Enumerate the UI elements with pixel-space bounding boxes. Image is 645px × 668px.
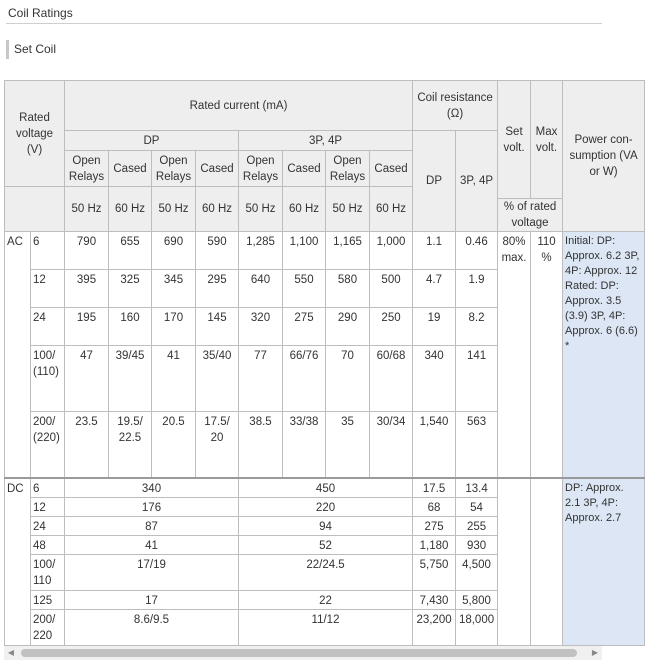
current-cell: 170 bbox=[152, 308, 196, 346]
resistance-cell: 1,540 bbox=[413, 412, 456, 478]
open-relays-header: Open Relays bbox=[152, 151, 196, 187]
current-cell: 590 bbox=[196, 232, 239, 270]
current-cell: 340 bbox=[65, 478, 239, 498]
current-cell: 39/45 bbox=[109, 346, 152, 412]
rated-voltage-header: Rated voltage (V) bbox=[5, 81, 65, 187]
current-cell: 33/38 bbox=[283, 412, 326, 478]
current-cell: 640 bbox=[239, 270, 283, 308]
cased-header: Cased bbox=[109, 151, 152, 187]
resistance-cell: 1,180 bbox=[413, 535, 456, 554]
voltage-cell: 100/ (110) bbox=[31, 346, 65, 412]
voltage-cell: 12 bbox=[31, 270, 65, 308]
resistance-cell: 17.5 bbox=[413, 478, 456, 498]
current-cell: 275 bbox=[283, 308, 326, 346]
ac-section bbox=[5, 232, 645, 478]
current-cell: 20.5 bbox=[152, 412, 196, 478]
table-row bbox=[5, 232, 645, 270]
chevron-right-icon[interactable]: ▶ bbox=[591, 648, 599, 657]
current-cell: 295 bbox=[196, 270, 239, 308]
voltage-cell: 48 bbox=[31, 535, 65, 554]
voltage-blank-header bbox=[5, 187, 65, 232]
freq-60hz-header: 60 Hz bbox=[370, 187, 413, 232]
resistance-3p4p-header: 3P, 4P bbox=[456, 131, 498, 232]
current-cell: 38.5 bbox=[239, 412, 283, 478]
ac-set-volt: 80% max. bbox=[498, 232, 531, 478]
resistance-cell: 930 bbox=[456, 535, 498, 554]
current-cell: 17 bbox=[65, 590, 239, 609]
cased-header: Cased bbox=[196, 151, 239, 187]
resistance-cell: 275 bbox=[413, 516, 456, 535]
chevron-left-icon[interactable]: ◀ bbox=[7, 648, 15, 657]
resistance-cell: 18,000 bbox=[456, 609, 498, 645]
current-cell: 60/68 bbox=[370, 346, 413, 412]
ac-power-note: Initial: DP: Approx. 6.2 3P, 4P: Approx. 12 Rated: DP: Approx. 3.5 (3.9) 3P, 4P: Approx. 6 (6.6) * bbox=[563, 232, 645, 478]
current-cell: 690 bbox=[152, 232, 196, 270]
voltage-cell: 100/ 110 bbox=[31, 554, 65, 590]
ac-type-label: AC bbox=[5, 232, 31, 478]
current-cell: 500 bbox=[370, 270, 413, 308]
current-cell: 8.6/9.5 bbox=[65, 609, 239, 645]
resistance-cell: 4.7 bbox=[413, 270, 456, 308]
current-cell: 35 bbox=[326, 412, 370, 478]
current-cell: 290 bbox=[326, 308, 370, 346]
voltage-cell: 6 bbox=[31, 232, 65, 270]
voltage-cell: 125 bbox=[31, 590, 65, 609]
current-cell: 94 bbox=[239, 516, 413, 535]
resistance-cell: 340 bbox=[413, 346, 456, 412]
current-cell: 220 bbox=[239, 497, 413, 516]
pct-rated-voltage-header: % of rated voltage bbox=[498, 199, 563, 232]
current-cell: 47 bbox=[65, 346, 109, 412]
open-relays-header: Open Relays bbox=[65, 151, 109, 187]
voltage-cell: 24 bbox=[31, 516, 65, 535]
resistance-cell: 7,430 bbox=[413, 590, 456, 609]
current-cell: 790 bbox=[65, 232, 109, 270]
voltage-cell: 12 bbox=[31, 497, 65, 516]
dp-header: DP bbox=[65, 131, 239, 151]
scrollbar-thumb[interactable] bbox=[21, 649, 577, 657]
current-cell: 87 bbox=[65, 516, 239, 535]
resistance-cell: 563 bbox=[456, 412, 498, 478]
dc-power-note: DP: Approx. 2.1 3P, 4P: Approx. 2.7 bbox=[563, 478, 645, 646]
voltage-cell: 200/ 220 bbox=[31, 609, 65, 645]
coil-ratings-table bbox=[4, 80, 645, 646]
dc-section bbox=[5, 478, 645, 646]
current-cell: 250 bbox=[370, 308, 413, 346]
rated-current-header: Rated current (mA) bbox=[65, 81, 413, 131]
resistance-cell: 0.46 bbox=[456, 232, 498, 270]
voltage-cell: 24 bbox=[31, 308, 65, 346]
resistance-cell: 68 bbox=[413, 497, 456, 516]
cased-header: Cased bbox=[283, 151, 326, 187]
current-cell: 66/76 bbox=[283, 346, 326, 412]
freq-50hz-header: 50 Hz bbox=[152, 187, 196, 232]
current-cell: 77 bbox=[239, 346, 283, 412]
resistance-cell: 141 bbox=[456, 346, 498, 412]
current-cell: 41 bbox=[152, 346, 196, 412]
max-volt-header: Max volt. bbox=[531, 81, 563, 199]
3p4p-header: 3P, 4P bbox=[239, 131, 413, 151]
current-cell: 320 bbox=[239, 308, 283, 346]
resistance-cell: 23,200 bbox=[413, 609, 456, 645]
resistance-cell: 4,500 bbox=[456, 554, 498, 590]
voltage-cell: 200/ (220) bbox=[31, 412, 65, 478]
current-cell: 655 bbox=[109, 232, 152, 270]
current-cell: 160 bbox=[109, 308, 152, 346]
current-cell: 30/34 bbox=[370, 412, 413, 478]
resistance-cell: 5,800 bbox=[456, 590, 498, 609]
horizontal-scrollbar[interactable] bbox=[4, 646, 602, 660]
voltage-cell: 6 bbox=[31, 478, 65, 498]
current-cell: 345 bbox=[152, 270, 196, 308]
cased-header: Cased bbox=[370, 151, 413, 187]
current-cell: 35/40 bbox=[196, 346, 239, 412]
current-cell: 550 bbox=[283, 270, 326, 308]
current-cell: 1,000 bbox=[370, 232, 413, 270]
current-cell: 1,165 bbox=[326, 232, 370, 270]
table-row bbox=[5, 478, 645, 498]
resistance-cell: 255 bbox=[456, 516, 498, 535]
power-consumption-header: Power con-sumption (VA or W) bbox=[563, 81, 645, 232]
dc-set-volt-blank bbox=[498, 478, 531, 646]
current-cell: 19.5/ 22.5 bbox=[109, 412, 152, 478]
current-cell: 70 bbox=[326, 346, 370, 412]
resistance-cell: 5,750 bbox=[413, 554, 456, 590]
dc-max-volt-blank bbox=[531, 478, 563, 646]
open-relays-header: Open Relays bbox=[326, 151, 370, 187]
current-cell: 176 bbox=[65, 497, 239, 516]
open-relays-header: Open Relays bbox=[239, 151, 283, 187]
title-divider bbox=[6, 23, 602, 24]
current-cell: 325 bbox=[109, 270, 152, 308]
freq-50hz-header: 50 Hz bbox=[65, 187, 109, 232]
section-heading: Set Coil bbox=[6, 40, 56, 59]
current-cell: 23.5 bbox=[65, 412, 109, 478]
freq-60hz-header: 60 Hz bbox=[109, 187, 152, 232]
current-cell: 145 bbox=[196, 308, 239, 346]
current-cell: 11/12 bbox=[239, 609, 413, 645]
current-cell: 450 bbox=[239, 478, 413, 498]
ac-max-volt: 110 % bbox=[531, 232, 563, 478]
current-cell: 17/19 bbox=[65, 554, 239, 590]
resistance-cell: 19 bbox=[413, 308, 456, 346]
resistance-cell: 54 bbox=[456, 497, 498, 516]
dc-type-label: DC bbox=[5, 478, 31, 646]
resistance-cell: 1.9 bbox=[456, 270, 498, 308]
current-cell: 580 bbox=[326, 270, 370, 308]
freq-50hz-header: 50 Hz bbox=[326, 187, 370, 232]
freq-60hz-header: 60 Hz bbox=[283, 187, 326, 232]
current-cell: 395 bbox=[65, 270, 109, 308]
resistance-cell: 8.2 bbox=[456, 308, 498, 346]
resistance-dp-header: DP bbox=[413, 131, 456, 232]
current-cell: 22 bbox=[239, 590, 413, 609]
current-cell: 52 bbox=[239, 535, 413, 554]
page-title: Coil Ratings bbox=[8, 6, 73, 20]
table-viewport[interactable] bbox=[4, 80, 640, 644]
resistance-cell: 13.4 bbox=[456, 478, 498, 498]
current-cell: 1,100 bbox=[283, 232, 326, 270]
current-cell: 1,285 bbox=[239, 232, 283, 270]
set-volt-header: Set volt. bbox=[498, 81, 531, 199]
coil-resistance-header: Coil resistance (Ω) bbox=[413, 81, 498, 131]
current-cell: 22/24.5 bbox=[239, 554, 413, 590]
current-cell: 17.5/ 20 bbox=[196, 412, 239, 478]
current-cell: 41 bbox=[65, 535, 239, 554]
freq-50hz-header: 50 Hz bbox=[239, 187, 283, 232]
freq-60hz-header: 60 Hz bbox=[196, 187, 239, 232]
resistance-cell: 1.1 bbox=[413, 232, 456, 270]
current-cell: 195 bbox=[65, 308, 109, 346]
